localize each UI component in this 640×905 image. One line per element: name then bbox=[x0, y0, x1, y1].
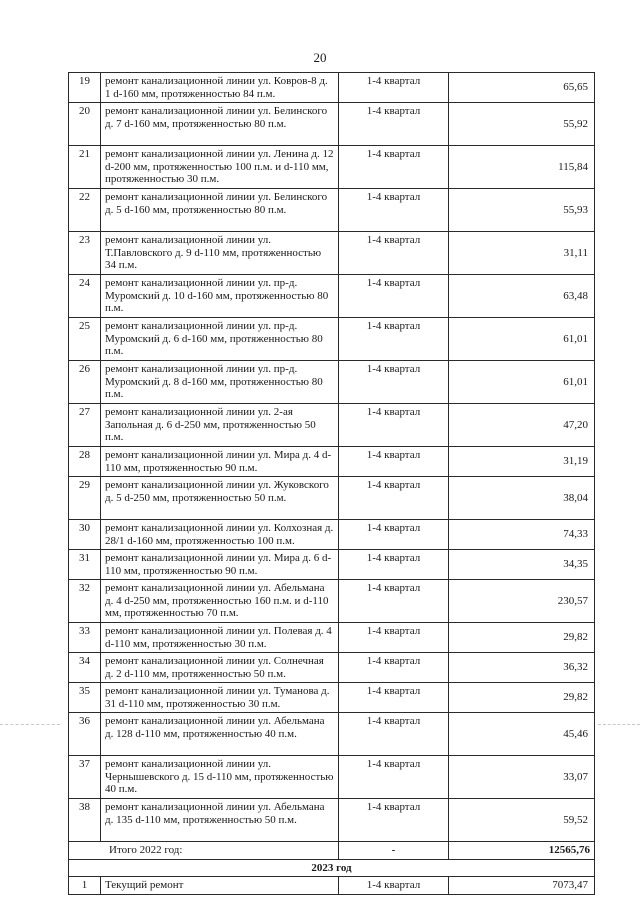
page-number: 20 bbox=[313, 50, 327, 65]
total-label: Итого 2022 год: bbox=[69, 842, 339, 860]
row-sum: 31,11 bbox=[449, 232, 595, 275]
row-description: ремонт канализационной линии ул. Жуковского д. 5 d-250 мм, протяженностью 50 п.м. bbox=[101, 477, 339, 520]
row-sum: 45,46 bbox=[449, 713, 595, 756]
table-row bbox=[69, 73, 595, 103]
row-period: 1-4 квартал bbox=[339, 189, 449, 232]
row-sum: 74,33 bbox=[449, 520, 595, 550]
repair-table bbox=[68, 72, 595, 895]
row-period: 1-4 квартал bbox=[339, 799, 449, 842]
table-row bbox=[69, 653, 595, 683]
row-description: ремонт канализационной линии ул. Белинского д. 5 d-160 мм, протяженностью 80 п.м. bbox=[101, 189, 339, 232]
row-description: ремонт канализационной линии ул. Ковров-8 д. 1 d-160 мм, протяженностью 84 п.м. bbox=[101, 73, 339, 103]
table-row bbox=[69, 146, 595, 189]
table-row bbox=[69, 877, 595, 895]
row-description: ремонт канализационной линии ул. Т.Павловского д. 9 d-110 мм, протяженностью 34 п.м. bbox=[101, 232, 339, 275]
row-period: 1-4 квартал bbox=[339, 683, 449, 713]
row-sum: 38,04 bbox=[449, 477, 595, 520]
row-sum: 47,20 bbox=[449, 404, 595, 447]
row-description: ремонт канализационной линии ул. пр-д. Муромский д. 6 d-160 мм, протяженностью 80 п.м. bbox=[101, 318, 339, 361]
row-period: 1-4 квартал bbox=[339, 756, 449, 799]
total-period: - bbox=[339, 842, 449, 860]
row-period: 1-4 квартал bbox=[339, 275, 449, 318]
row-number: 35 bbox=[69, 683, 101, 713]
row-period: 1-4 квартал bbox=[339, 520, 449, 550]
row-period: 1-4 квартал bbox=[339, 103, 449, 146]
row-number: 29 bbox=[69, 477, 101, 520]
row-number: 30 bbox=[69, 520, 101, 550]
row-period: 1-4 квартал bbox=[339, 447, 449, 477]
row-description: ремонт канализационной линии ул. Мира д. 4 d-110 мм, протяженностью 90 п.м. bbox=[101, 447, 339, 477]
row-sum: 7073,47 bbox=[449, 877, 595, 895]
table-row bbox=[69, 550, 595, 580]
row-sum: 55,93 bbox=[449, 189, 595, 232]
table-row bbox=[69, 275, 595, 318]
row-number: 31 bbox=[69, 550, 101, 580]
row-number: 19 bbox=[69, 73, 101, 103]
row-description: ремонт канализационной линии ул. Колхозная д. 28/1 d-160 мм, протяженностью 100 п.м. bbox=[101, 520, 339, 550]
table-row bbox=[69, 103, 595, 146]
row-period: 1-4 квартал bbox=[339, 232, 449, 275]
row-description: ремонт канализационной линии ул. Абельмана д. 4 d-250 мм, протяженностью 160 п.м. и d-110 мм, протяженностью 70 п.м. bbox=[101, 580, 339, 623]
table-row bbox=[69, 447, 595, 477]
table-row bbox=[69, 580, 595, 623]
table-row bbox=[69, 318, 595, 361]
row-number: 34 bbox=[69, 653, 101, 683]
row-period: 1-4 квартал bbox=[339, 361, 449, 404]
row-description: ремонт канализационной линии ул. Ленина д. 12 d-200 мм, протяженностью 100 п.м. и d-110 мм, протяженностью 30 п.м. bbox=[101, 146, 339, 189]
table-row bbox=[69, 623, 595, 653]
row-period: 1-4 квартал bbox=[339, 318, 449, 361]
row-number: 32 bbox=[69, 580, 101, 623]
row-period: 1-4 квартал bbox=[339, 146, 449, 189]
row-number: 1 bbox=[69, 877, 101, 895]
row-number: 27 bbox=[69, 404, 101, 447]
scan-artifact-right bbox=[598, 724, 640, 725]
table-row bbox=[69, 361, 595, 404]
table-row bbox=[69, 713, 595, 756]
row-period: 1-4 квартал bbox=[339, 713, 449, 756]
total-sum: 12565,76 bbox=[449, 842, 595, 860]
row-description: ремонт канализационной линии ул. Белинского д. 7 d-160 мм, протяженностью 80 п.м. bbox=[101, 103, 339, 146]
row-number: 33 bbox=[69, 623, 101, 653]
row-description: ремонт канализационной линии ул. пр-д. Муромский д. 8 d-160 мм, протяженностью 80 п.м. bbox=[101, 361, 339, 404]
scan-artifact-left bbox=[0, 724, 60, 725]
row-sum: 65,65 bbox=[449, 73, 595, 103]
row-sum: 29,82 bbox=[449, 683, 595, 713]
row-period: 1-4 квартал bbox=[339, 580, 449, 623]
row-period: 1-4 квартал bbox=[339, 623, 449, 653]
table-row bbox=[69, 232, 595, 275]
table-row bbox=[69, 756, 595, 799]
row-number: 38 bbox=[69, 799, 101, 842]
row-period: 1-4 квартал bbox=[339, 477, 449, 520]
row-description: ремонт канализационной линии ул. Полевая д. 4 d-110 мм, протяженностью 30 п.м. bbox=[101, 623, 339, 653]
table-row bbox=[69, 404, 595, 447]
table-row bbox=[69, 520, 595, 550]
year-header: 2023 год bbox=[69, 859, 595, 877]
row-description: ремонт канализационной линии ул. Чернышевского д. 15 d-110 мм, протяженностью 40 п.м. bbox=[101, 756, 339, 799]
year-header-row bbox=[69, 859, 595, 877]
row-period: 1-4 квартал bbox=[339, 73, 449, 103]
row-number: 21 bbox=[69, 146, 101, 189]
row-description: ремонт канализационной линии ул. 2-ая Запольная д. 6 d-250 мм, протяженностью 50 п.м. bbox=[101, 404, 339, 447]
row-number: 25 bbox=[69, 318, 101, 361]
row-period: 1-4 квартал bbox=[339, 404, 449, 447]
total-row bbox=[69, 842, 595, 860]
row-description: ремонт канализационной линии ул. Солнечная д. 2 d-110 мм, протяженностью 50 п.м. bbox=[101, 653, 339, 683]
table-row bbox=[69, 477, 595, 520]
row-sum: 31,19 bbox=[449, 447, 595, 477]
row-description: ремонт канализационной линии ул. Туманова д. 31 d-110 мм, протяженностью 30 п.м. bbox=[101, 683, 339, 713]
row-number: 24 bbox=[69, 275, 101, 318]
row-description: ремонт канализационной линии ул. Мира д. 6 d-110 мм, протяженностью 90 п.м. bbox=[101, 550, 339, 580]
table-body bbox=[69, 73, 595, 895]
row-description: Текущий ремонт bbox=[101, 877, 339, 895]
row-description: ремонт канализационной линии ул. Абельмана д. 128 d-110 мм, протяженностью 40 п.м. bbox=[101, 713, 339, 756]
table-row bbox=[69, 189, 595, 232]
row-sum: 59,52 bbox=[449, 799, 595, 842]
row-number: 26 bbox=[69, 361, 101, 404]
row-sum: 33,07 bbox=[449, 756, 595, 799]
row-period: 1-4 квартал bbox=[339, 877, 449, 895]
row-sum: 34,35 bbox=[449, 550, 595, 580]
row-period: 1-4 квартал bbox=[339, 653, 449, 683]
row-sum: 61,01 bbox=[449, 361, 595, 404]
row-description: ремонт канализационной линии ул. пр-д. Муромский д. 10 d-160 мм, протяженностью 80 п.м. bbox=[101, 275, 339, 318]
row-number: 36 bbox=[69, 713, 101, 756]
row-period: 1-4 квартал bbox=[339, 550, 449, 580]
row-number: 22 bbox=[69, 189, 101, 232]
row-description: ремонт канализационной линии ул. Абельмана д. 135 d-110 мм, протяженностью 50 п.м. bbox=[101, 799, 339, 842]
row-sum: 63,48 bbox=[449, 275, 595, 318]
table-row bbox=[69, 683, 595, 713]
table-row bbox=[69, 799, 595, 842]
row-sum: 115,84 bbox=[449, 146, 595, 189]
row-number: 20 bbox=[69, 103, 101, 146]
row-sum: 29,82 bbox=[449, 623, 595, 653]
row-number: 23 bbox=[69, 232, 101, 275]
row-sum: 36,32 bbox=[449, 653, 595, 683]
row-number: 28 bbox=[69, 447, 101, 477]
row-sum: 230,57 bbox=[449, 580, 595, 623]
row-sum: 61,01 bbox=[449, 318, 595, 361]
row-sum: 55,92 bbox=[449, 103, 595, 146]
row-number: 37 bbox=[69, 756, 101, 799]
